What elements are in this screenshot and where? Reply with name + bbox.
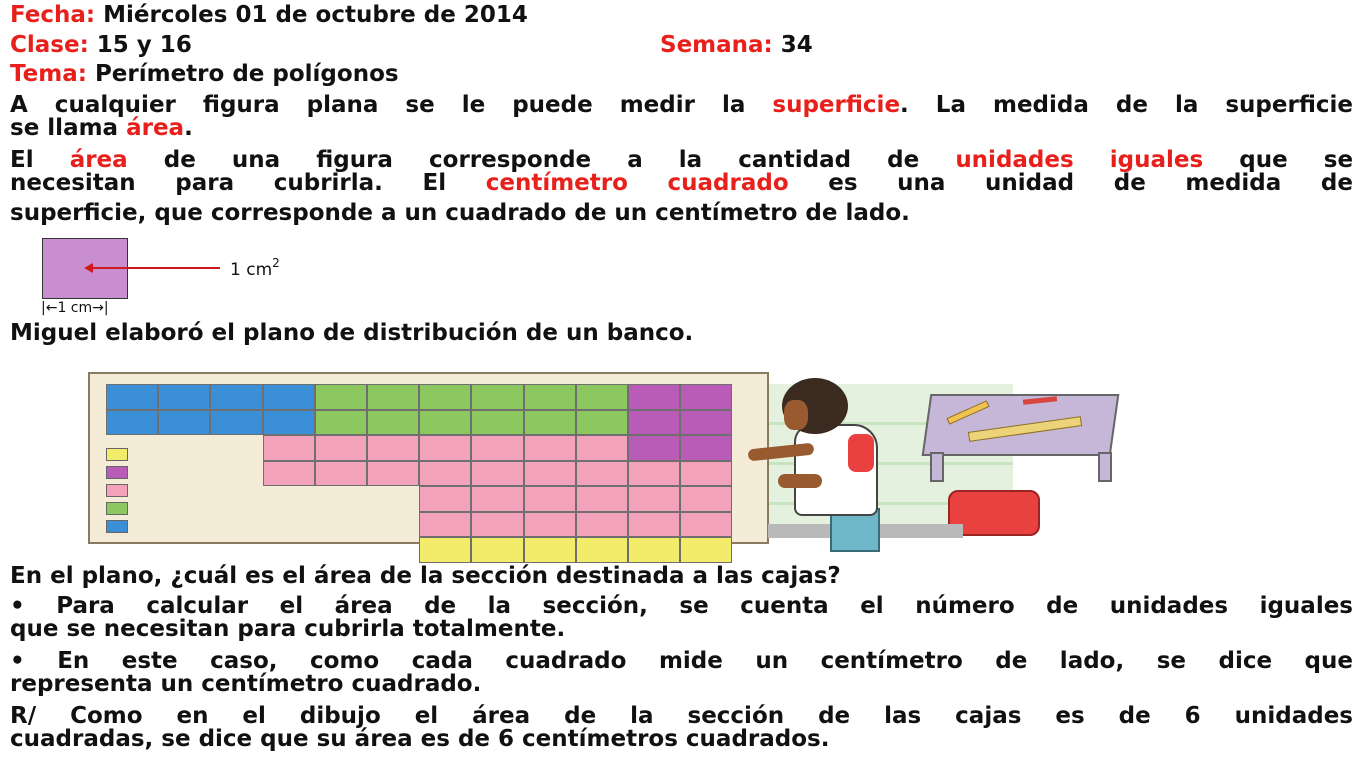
text-segment: El [10, 147, 34, 173]
week-value: 34 [780, 32, 813, 58]
plan-cell-pink [628, 486, 680, 512]
term-superficie: superficie [772, 92, 901, 118]
plan-cell-pink [471, 435, 523, 461]
bullet-2-line-1: • En este caso, como cada cuadrado mide un centímetro de lado, se dice que [10, 648, 1353, 674]
plan-cell-blue [106, 384, 158, 410]
definition-line-1 [10, 94, 1353, 116]
boy-face [784, 400, 808, 430]
definition-line-2 [10, 117, 1353, 139]
answer-line-2: cuadradas, se dice que su área es de 6 centímetros cuadrados. [10, 726, 830, 752]
plan-cell-yellow [524, 537, 576, 563]
topic-value: Perímetro de polígonos [94, 61, 399, 87]
plan-cell-purple [680, 410, 732, 436]
class-line [10, 33, 192, 58]
plan-cell-pink [524, 486, 576, 512]
bullet-1-line-2: que se necesitan para cubrirla totalmente. [10, 616, 566, 642]
arrow-line [88, 267, 220, 269]
term-area: área [126, 115, 185, 141]
area-exponent: 2 [272, 256, 280, 270]
side-length-label: |←1 cm→| [41, 300, 109, 316]
area-line-2 [10, 172, 1353, 194]
plan-cell-pink [471, 461, 523, 487]
class-value: 15 y 16 [96, 32, 192, 58]
plan-cell-pink [628, 512, 680, 538]
plan-cell-yellow [680, 537, 732, 563]
plan-cell-blue [210, 384, 262, 410]
plan-cell-pink [419, 512, 471, 538]
boy-shirt-sleeve [848, 434, 874, 472]
plan-cell-purple [628, 435, 680, 461]
plan-cell-pink [419, 461, 471, 487]
bullet-2-line-2: representa un centímetro cuadrado. [10, 671, 482, 697]
boy-arm [778, 474, 822, 488]
week-label: Semana: [660, 32, 773, 58]
plan-cell-green [471, 410, 523, 436]
plan-cell-yellow [628, 537, 680, 563]
plan-cell-blue [106, 410, 158, 436]
plan-cell-purple [628, 410, 680, 436]
plan-cell-blue [263, 384, 315, 410]
plan-cell-yellow [576, 537, 628, 563]
area-line-3: superficie, que corresponde a un cuadrado de un centímetro de lado. [10, 200, 910, 226]
plan-cell-green [367, 384, 419, 410]
plan-cell-pink [576, 461, 628, 487]
legend-swatch-pink [106, 484, 128, 497]
text-segment: . La medida de la superficie [900, 92, 1353, 118]
plan-cell-pink [471, 486, 523, 512]
plan-cell-green [471, 384, 523, 410]
plan-cell-blue [210, 410, 262, 436]
term-unidades-iguales: unidades iguales [955, 147, 1204, 173]
plan-cell-pink [524, 435, 576, 461]
plan-cell-blue [158, 410, 210, 436]
plan-cell-blue [263, 410, 315, 436]
arrow-head-icon [84, 263, 93, 273]
legend-swatch-purple [106, 466, 128, 479]
plan-cell-pink [576, 512, 628, 538]
class-label: Clase: [10, 32, 89, 58]
plan-cell-yellow [471, 537, 523, 563]
plan-cell-pink [680, 461, 732, 487]
text-segment: necesitan para cubrirla. El [10, 170, 447, 196]
legend-swatch-yellow [106, 448, 128, 461]
plan-cell-pink [680, 512, 732, 538]
plan-cell-pink [576, 486, 628, 512]
plan-cell-pink [471, 512, 523, 538]
plan-cell-pink [367, 461, 419, 487]
area-text: 1 cm [230, 260, 273, 280]
plan-cell-green [367, 410, 419, 436]
text-segment: se llama [10, 115, 119, 141]
plan-cell-blue [158, 384, 210, 410]
plan-cell-green [576, 410, 628, 436]
date-line [10, 3, 528, 28]
table-leg [930, 452, 944, 482]
plan-cell-green [524, 410, 576, 436]
legend-swatch-green [106, 502, 128, 515]
plan-cell-pink [263, 461, 315, 487]
plan-cell-pink [367, 435, 419, 461]
plan-cell-pink [419, 486, 471, 512]
bank-plan-illustration [78, 362, 1123, 550]
week-line [660, 33, 813, 58]
text-segment: es una unidad de medida de [828, 170, 1353, 196]
plan-cell-pink [315, 461, 367, 487]
topic-line [10, 62, 399, 87]
plan-cell-green [419, 410, 471, 436]
table-leg [1098, 452, 1112, 482]
plan-cell-pink [315, 435, 367, 461]
text-segment: A cualquier figura plana se le puede medir la [10, 92, 746, 118]
plan-cell-yellow [419, 537, 471, 563]
unit-area-label [230, 256, 280, 280]
plan-cell-green [576, 384, 628, 410]
term-area: área [69, 147, 128, 173]
plan-cell-pink [419, 435, 471, 461]
plan-cell-pink [680, 486, 732, 512]
term-centimetro-cuadrado: centímetro cuadrado [485, 170, 789, 196]
bullet-1-line-1: • Para calcular el área de la sección, se cuenta el número de unidades iguales [10, 593, 1353, 619]
answer-line-1: R/ Como en el dibujo el área de la sección de las cajas es de 6 unidades [10, 703, 1353, 729]
topic-label: Tema: [10, 61, 87, 87]
plan-cell-pink [576, 435, 628, 461]
area-line-1 [10, 149, 1353, 171]
plan-cell-purple [680, 384, 732, 410]
question-line: En el plano, ¿cuál es el área de la sección destinada a las cajas? [10, 563, 841, 589]
miguel-sentence: Miguel elaboró el plano de distribución de un banco. [10, 320, 694, 346]
text-segment: . [184, 115, 193, 141]
plan-cell-green [419, 384, 471, 410]
plan-cell-green [524, 384, 576, 410]
plan-cell-pink [524, 461, 576, 487]
plan-cell-pink [263, 435, 315, 461]
legend-swatch-blue [106, 520, 128, 533]
text-segment: que se [1239, 147, 1354, 173]
plan-cell-green [315, 410, 367, 436]
plan-cell-pink [628, 461, 680, 487]
plan-cell-pink [524, 512, 576, 538]
text-segment: de una figura corresponde a la cantidad de [163, 147, 920, 173]
plan-cell-purple [628, 384, 680, 410]
plan-cell-purple [680, 435, 732, 461]
date-value: Miércoles 01 de octubre de 2014 [103, 2, 528, 28]
plan-cell-green [315, 384, 367, 410]
date-label: Fecha: [10, 2, 96, 28]
